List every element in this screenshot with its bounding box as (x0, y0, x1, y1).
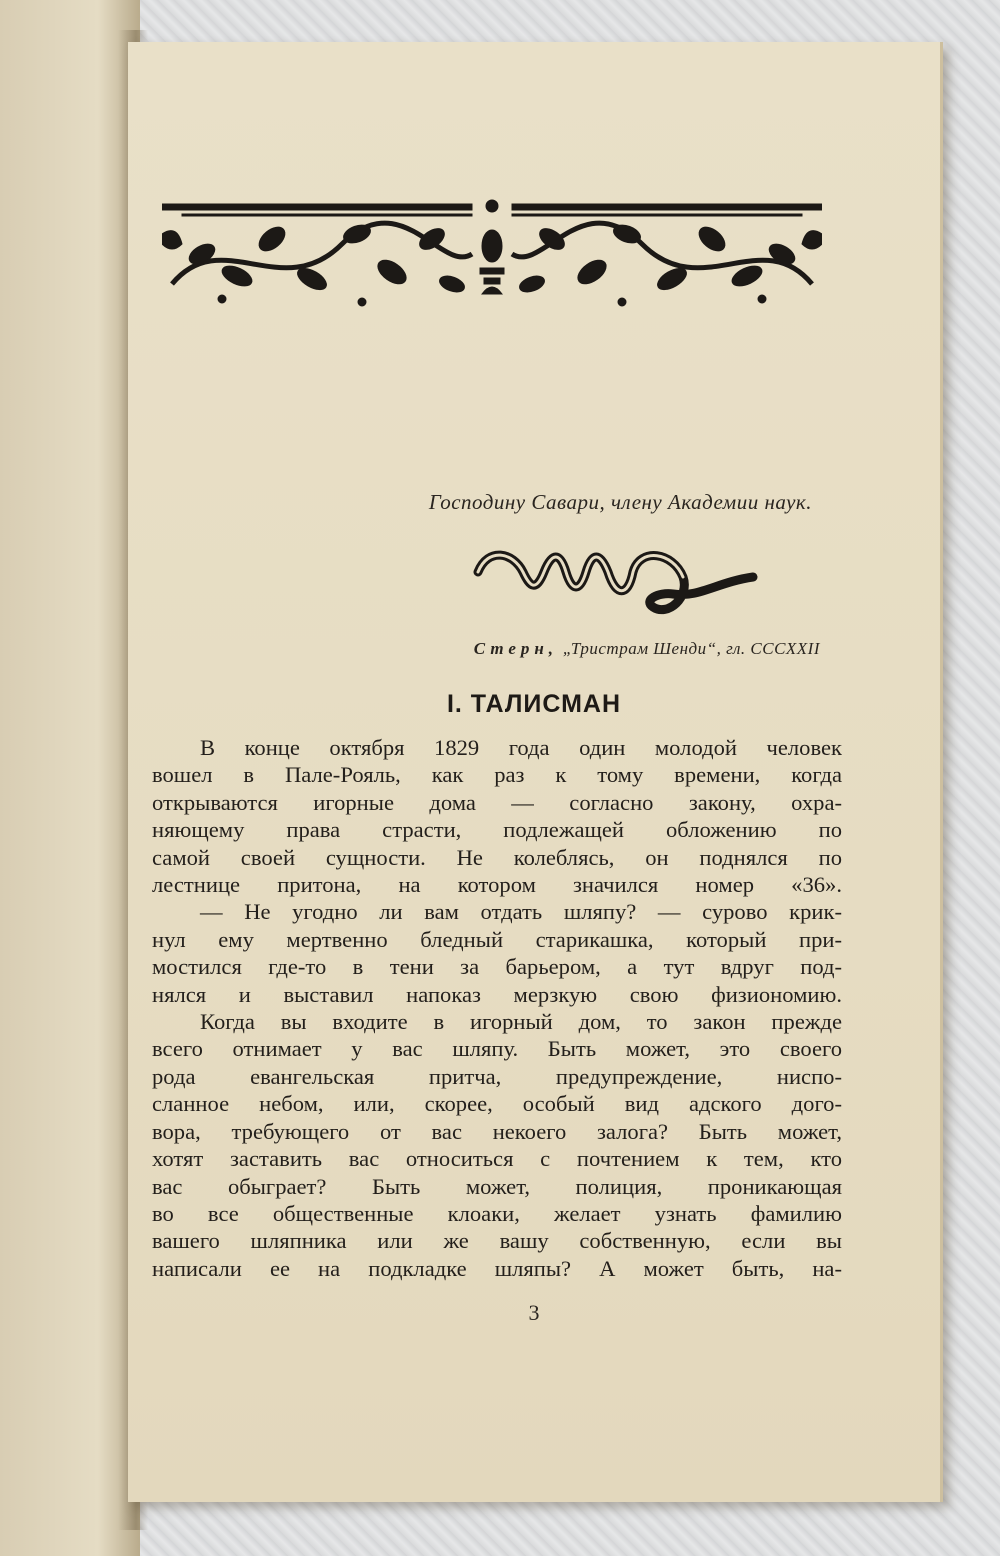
text-line: хотят заставить вас относиться с почтением к тем, кто (152, 1146, 842, 1172)
text-line: во все общественные клоаки, желает узнать фамилию (152, 1200, 842, 1226)
chapter-body-text (152, 734, 842, 1282)
text-line: В конце октября 1829 года один молодой человек (200, 735, 842, 760)
book-page (128, 42, 943, 1502)
dedication-line: Господину Савари, члену Академии наук. (428, 490, 812, 514)
text-line: — Не угодно ли вам отдать шляпу? — сурово крик- (200, 899, 842, 925)
text-line: открываются игорные дома — согласно закону, охра- (152, 789, 842, 815)
floral-headpiece-ornament (162, 184, 822, 316)
chapter-title: I. ТАЛИСМАН (446, 690, 622, 718)
text-line: няющему права страсти, подлежащей обложению по (152, 817, 842, 843)
serpent-squiggle-ornament (468, 542, 763, 622)
text-line: сланное небом, или, скорее, особый вид адского дого- (152, 1091, 842, 1117)
text-line: всего отнимает у вас шляпу. Быть может, это своего (152, 1036, 842, 1062)
text-line: мостился где-то в тени за барьером, а тут вдруг под- (152, 954, 842, 980)
text-line: лестнице притона, на котором значился номер «36». (152, 872, 842, 898)
epigraph-citation (474, 639, 820, 659)
epigraph-source: „Тристрам Шенди“, гл. CCCXXII (562, 639, 820, 658)
text-line: вора, требующего от вас некоего залога? Быть может, (152, 1118, 842, 1144)
text-line: вошел в Пале-Рояль, как раз к тому времени, когда (152, 762, 842, 788)
text-line: рода евангельская притча, предупреждение, ниспо- (152, 1063, 842, 1089)
text-line: вашего шляпника или же вашу собственную, если вы (152, 1228, 842, 1254)
text-line: нялся и выставил напоказ мерзкую свою физиономию. (152, 981, 842, 1007)
text-line: Когда вы входите в игорный дом, то закон прежде (200, 1009, 842, 1035)
text-line: самой своей сущности. Не колеблясь, он поднялся по (152, 844, 842, 870)
text-line: нул ему мертвенно бледный старикашка, который при- (152, 926, 842, 952)
text-line: написали ее на подкладке шляпы? А может быть, на- (152, 1255, 842, 1281)
page-number: 3 (528, 1300, 540, 1325)
epigraph-author: Стерн, (473, 639, 559, 658)
text-line: вас обыграет? Быть может, полиция, проникающая (152, 1173, 842, 1199)
